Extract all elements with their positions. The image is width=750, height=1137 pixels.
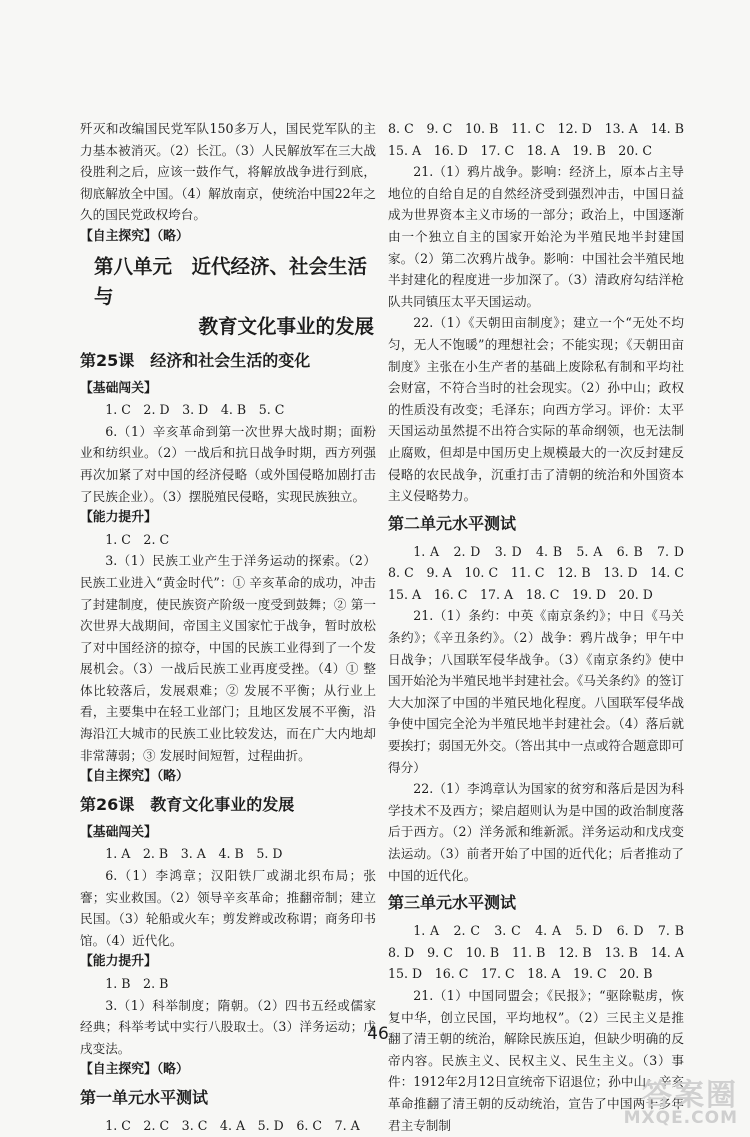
unit-title-line1: 第八单元 近代经济、社会生活与 xyxy=(94,254,368,308)
answer-paragraph: 21.（1）中国同盟会；《民报》；“驱除鞑虏，恢复中华，创立民国，平均地权”。（2）三民主义是推翻了清王朝的统治，解除民族压迫，但缺少明确的反帝内容。民族主义、民权主义、民生主义。（3）事件：1912年2月12日宣统帝下诏退位；孙中山：辛亥革命推翻了清王朝的反动统治，宣告了中国两千多年君主专制制 xyxy=(388,987,684,1133)
test-title: 第三单元水平测试 xyxy=(388,893,517,913)
mc-answers: 1. C 2. C xyxy=(105,531,170,547)
watermark-url-text: MXQE.COM xyxy=(623,1108,738,1128)
answer-paragraph: 3.（1）民族工业产生于洋务运动的探索。（2）民族工业进入“黄金时代”：① 辛亥革命的成功，冲击了封建制度，使民族资产阶级一度受到鼓舞；② 第一次世界大战期间，帝国主义国家忙于战争，暂时放松了对中国经济的掠夺，中国的民族工业得到了一个发展机会。（3）一战后民族工业再度受挫。（4）① 整体比较落后，发展艰难；② 发展不平衡；从行业上看，主要集中在轻工业部门；且地区发展不平衡，沿海沿江大城市的民族工业比较发达，而在广大内地却非常薄弱；③ 发展时间短暂，过程曲折。 xyxy=(80,553,376,763)
answer-paragraph: 6.（1）李鸿章；汉阳铁厂或湖北织布局；张謇；实业救国。（2）领导辛亥革命；推翻帝制；建立民国。（3）轮船或火车；剪发辫或改称谓；商务印书馆。（4）近代化。 xyxy=(80,868,376,948)
section-heading-ability: 【能力提升】 xyxy=(80,510,157,526)
section-heading-ability: 【能力提升】 xyxy=(80,954,157,970)
page-number: 46 xyxy=(367,1024,389,1044)
section-heading-explore: 【自主探究】（略） xyxy=(80,228,189,244)
left-column xyxy=(80,118,376,1137)
mc-answers: 1. B 2. B xyxy=(105,976,169,991)
lesson-title: 第26课 教育文化事业的发展 xyxy=(80,794,295,814)
unit-title xyxy=(80,252,376,342)
watermark-logo xyxy=(592,1070,742,1128)
section-heading-basic: 【基础闯关】 xyxy=(80,380,157,396)
answer-paragraph: 22.（1）李鸿章认为国家的贫穷和落后是因为科学技术不及西方；梁启超则认为是中国的政治制度落后于西方。（2）洋务派和维新派。洋务运动和戊戌变法运动。（3）前者开始了中国的近代化；后者推动了中国的近代化。 xyxy=(388,781,684,883)
mc-answers: 1. C 2. D 3. D 4. B 5. C xyxy=(105,402,285,418)
mc-answers: 8. C 9. C 10. B 11. C 12. D 13. A 14. B 15. A 16. D 17. C 18. A 19. B 20. C xyxy=(388,121,697,158)
test-title: 第二单元水平测试 xyxy=(388,513,517,533)
answer-paragraph: 6.（1）辛亥革命到第一次世界大战时期；面粉业和纺织业。（2）一战后和抗日战争时期，西方列强再次加紧了对中国的经济侵略（或外国侵略加剧打击了民族企业）。（3）摆脱殖民侵略，实现民族独立。 xyxy=(80,423,376,504)
answer-paragraph: 22.（1）《天朝田亩制度》；建立一个“无处不均匀，无人不饱暖”的理想社会；不能实现；《天朝田亩制度》主张在小生产者的基础上废除私有制和平均社会财富，不符合当时的社会现实。（2）孙中山；政权的性质没有改变；毛泽东；向西方学习。评价：太平天国运动虽然提不出符合实际的革命纲领，也无法制止腐败，但却是中国历史上规模最大的一次反封建反侵略的农民战争，沉重打击了清朝的统治和外国资本主义侵略势力。 xyxy=(388,315,684,504)
test-title: 第一单元水平测试 xyxy=(80,1087,209,1107)
mc-answers: 1. A 2. D 3. D 4. B 5. A 6. B 7. D 8. C 9. A 10. C 11. C 12. B 13. D 14. C 15. A 16. C 17. A 18. C 19. D 20. D xyxy=(388,543,697,602)
unit-title-line2: 教育文化事业的发展 xyxy=(198,314,374,338)
watermark-logo-text: 答案圈 xyxy=(642,1078,738,1113)
mc-answers: 1. A 2. C 3. C 4. A 5. D 6. D 7. B 8. D 9. C 10. B 11. B 12. B 13. B 14. A 15. D 16. C 17. C 18. A 19. C 20. B xyxy=(388,923,697,982)
lesson-title: 第25课 经济和社会生活的变化 xyxy=(80,350,311,370)
answer-paragraph: 21.（1）鸦片战争。影响：经济上，原本占主导地位的自给自足的自然经济受到强烈冲击，中国日益成为世界资本主义市场的一部分；政治上，中国逐渐由一个独立自主的国家开始沦为半殖民地半封建国家。（2）第二次鸦片战争。影响：中国社会半殖民地半封建化的程度进一步加深了。（3）清政府勾结洋枪队共同镇压太平天国运动。 xyxy=(388,164,684,309)
mc-answers: 1. C 2. C 3. C 4. A 5. D 6. C 7. A xyxy=(105,1117,360,1133)
section-heading-explore: 【自主探究】（略） xyxy=(80,769,189,785)
section-heading-explore: 【自主探究】（略） xyxy=(80,1062,189,1078)
section-heading-basic: 【基础闯关】 xyxy=(80,824,157,840)
mc-answers: 1. A 2. B 3. A 4. B 5. D xyxy=(105,846,283,862)
answer-paragraph: 21.（1）条约：中英《南京条约》；中日《马关条约》；《辛丑条约》。（2）战争：鸦片战争；甲午中日战争；八国联军侵华战争。（3）《南京条约》使中国开始沦为半殖民地半封建社会。《马关条约》的签订大大加深了中国的半殖民地化程度。八国联军侵华战争使中国完全沦为半殖民地半封建社会。（4）落后就要挨打；弱国无外交。（答出其中一点或符合题意即可得分） xyxy=(388,608,684,775)
answer-paragraph: 3.（1）科举制度；隋朝。（2）四书五经或儒家经典；科举考试中实行八股取士。（3）洋务运动；戊戌变法。 xyxy=(80,997,376,1056)
answer-paragraph: 歼灭和改编国民党军队150多万人，国民党军队的主力基本被消灭。（2）长江。（3）人民解放军在三大战役胜利之后，应该一鼓作气，将解放战争进行到底，彻底解放全中国。（4）解放南京，使统治中国22年之久的国民党政权垮台。 xyxy=(80,121,376,223)
